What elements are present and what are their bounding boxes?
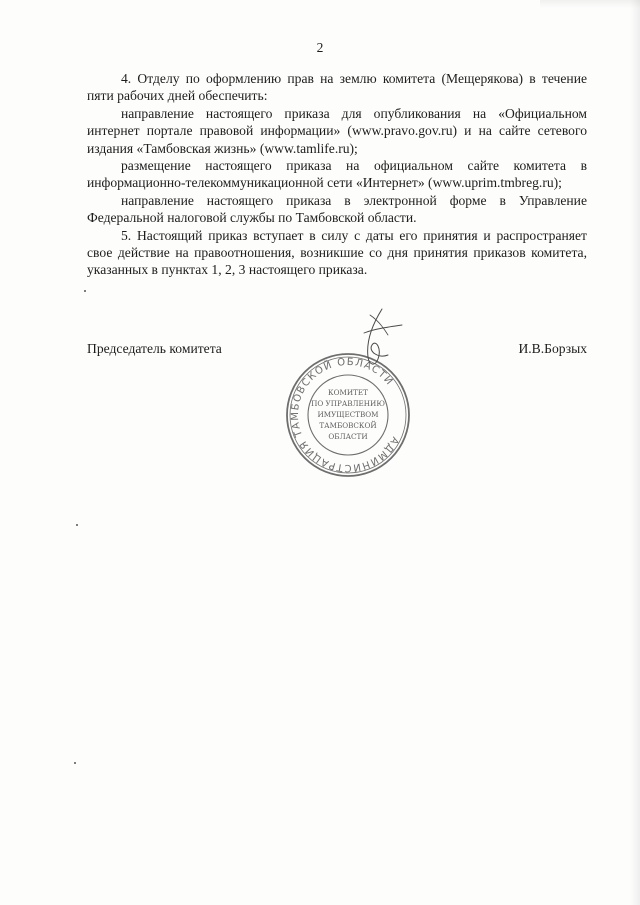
scan-shadow-top <box>540 0 640 8</box>
seal-line-1: КОМИТЕТ <box>328 388 368 397</box>
handwritten-signature-icon <box>342 305 412 375</box>
paragraph-4: 4. Отделу по оформлению прав на землю комитета (Мещерякова) в течение пяти рабочих дней обеспечить: <box>87 71 587 104</box>
scan-shadow-edge <box>630 0 640 905</box>
seal-line-2: ПО УПРАВЛЕНИЮ <box>311 399 385 408</box>
scan-speck <box>74 762 76 764</box>
signatory-name: И.В.Борзых <box>518 341 587 356</box>
seal-outer-text: АДМИНИСТРАЦИЯ ТАМБОВСКОЙ ОБЛАСТИ <box>289 356 401 474</box>
document-body <box>87 70 587 279</box>
paragraph-publication: направление настоящего приказа для опубликования на «Официальном интернет портале правовой информации» (www.pravo.gov.ru) и на сайте сетевого издания «Тамбовская жизнь» (www.tamlife.ru); <box>87 105 587 156</box>
scan-speck <box>76 524 78 526</box>
seal-line-3: ИМУЩЕСТВОМ <box>317 410 379 419</box>
page-number: 2 <box>316 40 324 55</box>
paragraph-website: размещение настоящего приказа на официальном сайте комитета в информационно-телекоммуникационной сети «Интернет» (www.uprim.tmbreg.ru); <box>87 158 587 191</box>
seal-line-5: ОБЛАСТИ <box>328 432 368 441</box>
paragraph-tax-service: направление настоящего приказа в электронной форме в Управление Федеральной налоговой службы по Тамбовской области. <box>87 192 587 226</box>
paragraph-5: 5. Настоящий приказ вступает в силу с даты его принятия и распространяет свое действие на правоотношения, возникшие со дня принятия приказов комитета, указанных в пунктах 1, 2, 3 настоящего приказа. <box>87 227 587 278</box>
seal-line-4: ТАМБОВСКОЙ <box>319 421 377 430</box>
scan-speck <box>84 290 86 292</box>
signatory-position: Председатель комитета <box>87 341 222 356</box>
